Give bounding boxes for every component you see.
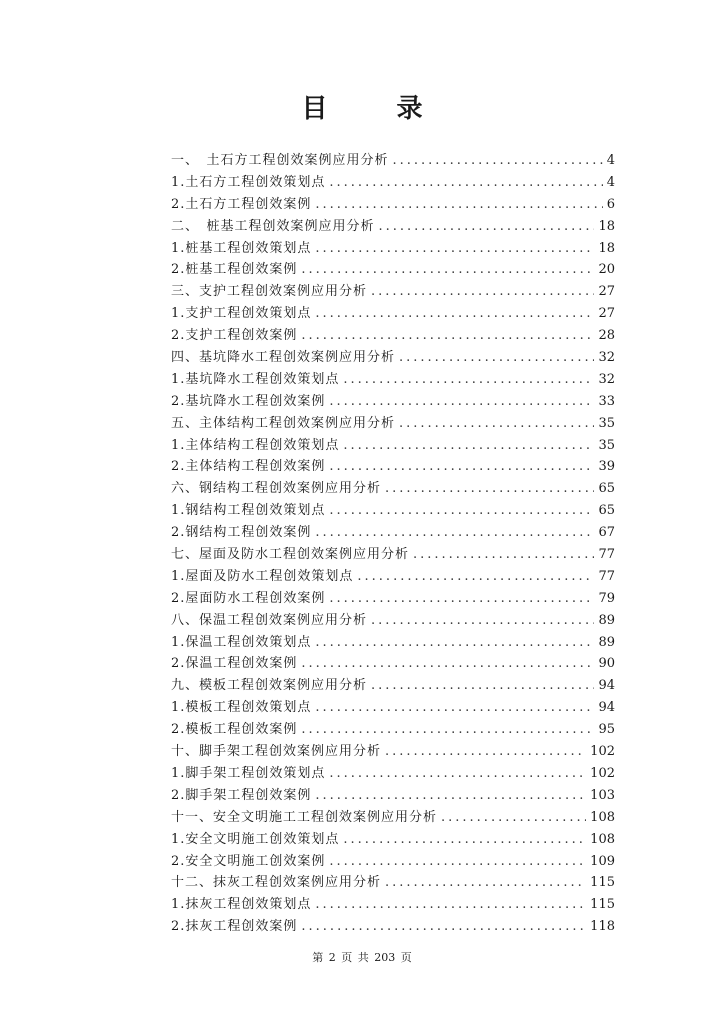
dot-leader — [379, 216, 595, 238]
toc-entry[interactable] — [171, 785, 615, 807]
dot-leader — [301, 653, 594, 675]
dot-leader — [371, 281, 594, 303]
toc-entry-label: 1.模板工程创效策划点 — [171, 700, 312, 716]
toc-entry[interactable] — [171, 216, 615, 238]
toc-entry-label: 六、钢结构工程创效案例应用分析 — [171, 481, 382, 497]
dot-leader — [301, 259, 594, 281]
toc-entry-label: 2.主体结构工程创效案例 — [171, 459, 326, 475]
dot-leader — [371, 675, 594, 697]
toc-entry-page: 4 — [606, 174, 615, 190]
dot-leader — [315, 785, 586, 807]
dot-leader — [301, 719, 594, 741]
toc-entry[interactable] — [171, 697, 615, 719]
toc-entry-page: 67 — [598, 525, 615, 541]
dot-leader — [399, 413, 594, 435]
toc-entry-label: 四、基坑降水工程创效案例应用分析 — [171, 350, 396, 366]
dot-leader — [301, 916, 586, 938]
toc-entry-label: 2.脚手架工程创效案例 — [171, 787, 312, 803]
toc-entry[interactable] — [171, 566, 615, 588]
toc-entry-page: 6 — [606, 196, 615, 212]
toc-entry[interactable] — [171, 851, 615, 873]
dot-leader — [301, 325, 594, 347]
toc-entry[interactable] — [171, 675, 615, 697]
toc-entry-page: 27 — [598, 284, 615, 300]
dot-leader — [343, 829, 586, 851]
toc-entry-label: 八、保温工程创效案例应用分析 — [171, 612, 368, 628]
toc-entry-label: 1.主体结构工程创效策划点 — [171, 437, 340, 453]
toc-entry-page: 95 — [598, 722, 615, 738]
toc-entry-page: 33 — [598, 393, 615, 409]
dot-leader — [329, 391, 594, 413]
toc-entry-page: 35 — [598, 415, 615, 431]
toc-entry-label: 1.土石方工程创效策划点 — [171, 174, 326, 190]
dot-leader — [413, 544, 594, 566]
dot-leader — [329, 763, 586, 785]
toc-entry-page: 77 — [598, 547, 615, 563]
toc-entry[interactable] — [171, 544, 615, 566]
toc-entry-page: 109 — [590, 853, 615, 869]
toc-entry[interactable] — [171, 347, 615, 369]
dot-leader — [315, 522, 594, 544]
toc-entry-page: 28 — [598, 328, 615, 344]
toc-entry-page: 18 — [598, 240, 615, 256]
dot-leader — [343, 369, 594, 391]
toc-entry-page: 108 — [590, 831, 615, 847]
dot-leader — [315, 697, 594, 719]
toc-entry[interactable] — [171, 194, 615, 216]
toc-entry-label: 三、支护工程创效案例应用分析 — [171, 284, 368, 300]
table-of-contents — [171, 150, 615, 938]
toc-entry[interactable] — [171, 588, 615, 610]
dot-leader — [343, 435, 594, 457]
dot-leader — [329, 588, 594, 610]
toc-entry[interactable] — [171, 435, 615, 457]
toc-entry-page: 77 — [598, 568, 615, 584]
toc-entry-page: 108 — [590, 809, 615, 825]
dot-leader — [385, 872, 586, 894]
toc-entry-label: 1.脚手架工程创效策划点 — [171, 765, 326, 781]
toc-entry[interactable] — [171, 894, 615, 916]
toc-entry-label: 1.安全文明施工创效策划点 — [171, 831, 340, 847]
toc-entry-page: 18 — [598, 218, 615, 234]
toc-entry[interactable] — [171, 500, 615, 522]
toc-entry[interactable] — [171, 325, 615, 347]
toc-entry-label: 2.抹灰工程创效案例 — [171, 919, 298, 935]
toc-entry-label: 1.屋面及防水工程创效策划点 — [171, 568, 354, 584]
toc-entry-label: 1.桩基工程创效策划点 — [171, 240, 312, 256]
toc-entry-label: 十一、安全文明施工工程创效案例应用分析 — [171, 809, 438, 825]
dot-leader — [441, 807, 586, 829]
toc-entry-label: 2.屋面防水工程创效案例 — [171, 590, 326, 606]
toc-entry[interactable] — [171, 632, 615, 654]
dot-leader — [329, 851, 586, 873]
toc-title: 目 录 — [301, 94, 453, 124]
toc-entry[interactable] — [171, 150, 615, 172]
toc-entry[interactable] — [171, 456, 615, 478]
toc-entry[interactable] — [171, 610, 615, 632]
toc-entry-label: 1.保温工程创效策划点 — [171, 634, 312, 650]
toc-entry-page: 35 — [598, 437, 615, 453]
toc-entry-page: 89 — [598, 612, 615, 628]
dot-leader — [315, 632, 594, 654]
toc-entry-label: 2.钢结构工程创效案例 — [171, 525, 312, 541]
toc-entry-page: 102 — [590, 744, 615, 760]
toc-entry-page: 102 — [590, 765, 615, 781]
toc-entry[interactable] — [171, 281, 615, 303]
toc-entry-label: 2.模板工程创效案例 — [171, 722, 298, 738]
toc-entry[interactable] — [171, 238, 615, 260]
toc-entry[interactable] — [171, 478, 615, 500]
dot-leader — [357, 566, 594, 588]
toc-entry[interactable] — [171, 829, 615, 851]
toc-entry-label: 2.土石方工程创效案例 — [171, 196, 312, 212]
toc-entry-label: 十二、抹灰工程创效案例应用分析 — [171, 875, 382, 891]
toc-entry[interactable] — [171, 653, 615, 675]
dot-leader — [315, 303, 594, 325]
toc-entry-label: 1.钢结构工程创效策划点 — [171, 503, 326, 519]
toc-entry-page: 32 — [598, 371, 615, 387]
dot-leader — [385, 741, 586, 763]
toc-entry-label: 2.桩基工程创效案例 — [171, 262, 298, 278]
toc-entry[interactable] — [171, 807, 615, 829]
dot-leader — [315, 194, 602, 216]
toc-entry[interactable] — [171, 391, 615, 413]
toc-entry-page: 65 — [598, 503, 615, 519]
toc-entry-page: 118 — [590, 919, 615, 935]
toc-entry-label: 2.基坑降水工程创效案例 — [171, 393, 326, 409]
toc-entry-page: 115 — [590, 875, 615, 891]
toc-entry-label: 2.安全文明施工创效案例 — [171, 853, 326, 869]
toc-entry-page: 103 — [590, 787, 615, 803]
toc-entry-label: 1.抹灰工程创效策划点 — [171, 897, 312, 913]
dot-leader — [315, 238, 594, 260]
toc-entry-page: 90 — [598, 656, 615, 672]
toc-entry-label: 2.支护工程创效案例 — [171, 328, 298, 344]
toc-entry-label: 一、 土石方工程创效案例应用分析 — [171, 153, 389, 168]
dot-leader — [371, 610, 594, 632]
toc-entry[interactable] — [171, 872, 615, 894]
dot-leader — [393, 150, 603, 172]
toc-entry-label: 1.基坑降水工程创效策划点 — [171, 371, 340, 387]
toc-entry-page: 32 — [598, 350, 615, 366]
toc-entry-label: 1.支护工程创效策划点 — [171, 306, 312, 322]
toc-entry-page: 94 — [598, 700, 615, 716]
toc-entry-page: 20 — [598, 262, 615, 278]
toc-entry-page: 89 — [598, 634, 615, 650]
toc-entry[interactable] — [171, 413, 615, 435]
toc-entry-label: 五、主体结构工程创效案例应用分析 — [171, 415, 396, 431]
toc-entry[interactable] — [171, 763, 615, 785]
toc-entry-page: 27 — [598, 306, 615, 322]
dot-leader — [385, 478, 594, 500]
page-footer: 第 2 页 共 203 页 — [312, 951, 412, 964]
dot-leader — [329, 172, 602, 194]
dot-leader — [399, 347, 594, 369]
toc-entry-page: 39 — [598, 459, 615, 475]
toc-entry-page: 4 — [606, 153, 615, 168]
toc-entry-label: 2.保温工程创效案例 — [171, 656, 298, 672]
toc-entry[interactable] — [171, 741, 615, 763]
toc-entry[interactable] — [171, 172, 615, 194]
dot-leader — [329, 500, 594, 522]
toc-entry-page: 115 — [590, 897, 615, 913]
toc-entry[interactable] — [171, 522, 615, 544]
toc-entry-label: 九、模板工程创效案例应用分析 — [171, 678, 368, 694]
toc-entry[interactable] — [171, 369, 615, 391]
toc-entry-page: 94 — [598, 678, 615, 694]
toc-entry-label: 十、脚手架工程创效案例应用分析 — [171, 744, 382, 760]
toc-entry[interactable] — [171, 719, 615, 741]
toc-entry[interactable] — [171, 303, 615, 325]
toc-entry[interactable] — [171, 916, 615, 938]
toc-entry-page: 79 — [598, 590, 615, 606]
toc-entry[interactable] — [171, 259, 615, 281]
dot-leader — [315, 894, 586, 916]
dot-leader — [329, 456, 594, 478]
toc-entry-label: 七、屋面及防水工程创效案例应用分析 — [171, 547, 410, 563]
toc-entry-label: 二、 桩基工程创效案例应用分析 — [171, 218, 375, 234]
toc-entry-page: 65 — [598, 481, 615, 497]
